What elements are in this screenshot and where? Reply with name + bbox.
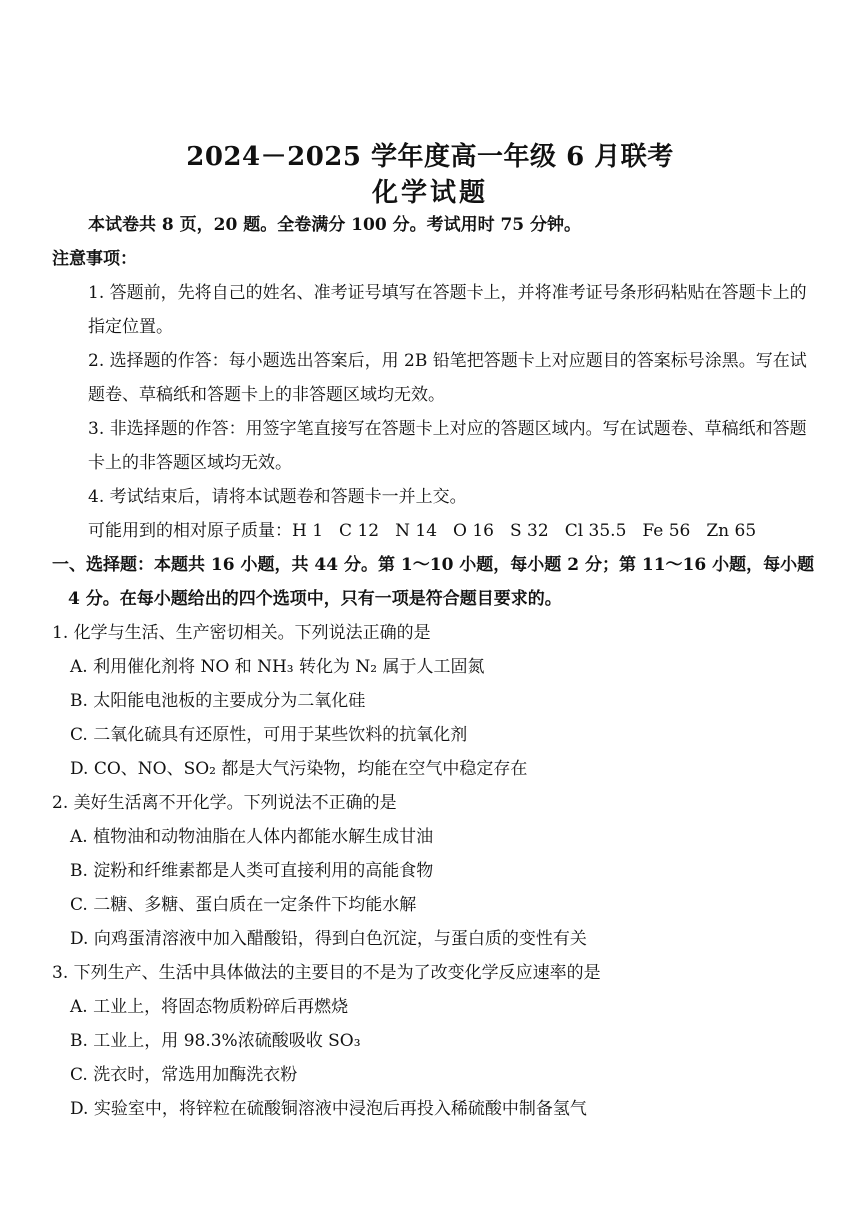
option-b: B. 太阳能电池板的主要成分为二氧化硅 — [70, 691, 366, 711]
question-3 — [52, 956, 822, 1126]
question-stem: 1. 化学与生活、生产密切相关。下列说法正确的是 — [52, 623, 431, 643]
atomic-mass-item: Zn 65 — [706, 521, 757, 541]
option-d: D. 向鸡蛋清溶液中加入醋酸铅，得到白色沉淀，与蛋白质的变性有关 — [70, 929, 587, 949]
atomic-mass-item: N 14 — [395, 521, 438, 541]
option-c: C. 二氧化硫具有还原性，可用于某些饮料的抗氧化剂 — [70, 725, 468, 745]
question-2 — [52, 786, 822, 956]
atomic-mass-item: S 32 — [510, 521, 549, 541]
notice-heading: 注意事项： — [52, 249, 137, 269]
atomic-mass-item: Fe 56 — [642, 521, 691, 541]
atomic-mass-label: 可能用到的相对原子质量： — [88, 521, 292, 541]
option-a: A. 利用催化剂将 NO 和 NH₃ 转化为 N₂ 属于人工固氮 — [70, 657, 485, 677]
option-c: C. 二糖、多糖、蛋白质在一定条件下均能水解 — [70, 895, 417, 915]
atomic-mass-item: Cl 35.5 — [564, 521, 627, 541]
option-b: B. 工业上，用 98.3%浓硫酸吸收 SO₃ — [70, 1031, 361, 1051]
notice-item: 4. 考试结束后，请将本试题卷和答题卡一并上交。 — [88, 487, 467, 507]
question-1 — [52, 616, 822, 786]
section-heading: 一、选择题：本题共 16 小题，共 44 分。第 1～10 小题，每小题 2 分；第 11～16 小题，每小题 4 分。在每小题给出的四个选项中，只有一项是符合题目要求的。 — [52, 555, 815, 609]
exam-content — [52, 208, 822, 1126]
notice-item: 3. 非选择题的作答：用签字笔直接写在答题卡上对应的答题区域内。写在试题卷、草稿纸和答题卡上的非答题区域均无效。 — [88, 419, 807, 473]
option-b: B. 淀粉和纤维素都是人类可直接利用的高能食物 — [70, 861, 434, 881]
option-d: D. CO、NO、SO₂ 都是大气污染物，均能在空气中稳定存在 — [70, 759, 528, 779]
option-d: D. 实验室中，将锌粒在硫酸铜溶液中浸泡后再投入稀硫酸中制备氢气 — [70, 1099, 587, 1119]
question-stem: 3. 下列生产、生活中具体做法的主要目的不是为了改变化学反应速率的是 — [52, 963, 601, 983]
notice-item: 1. 答题前，先将自己的姓名、准考证号填写在答题卡上，并将准考证号条形码粘贴在答题卡上的指定位置。 — [88, 283, 807, 337]
exam-summary: 本试卷共 8 页，20 题。全卷满分 100 分。考试用时 75 分钟。 — [88, 215, 582, 235]
option-c: C. 洗衣时，常选用加酶洗衣粉 — [70, 1065, 298, 1085]
atomic-mass-item: H 1 — [292, 521, 324, 541]
question-stem: 2. 美好生活离不开化学。下列说法不正确的是 — [52, 793, 397, 813]
atomic-mass-item: O 16 — [453, 521, 494, 541]
atomic-mass-item: C 12 — [339, 521, 380, 541]
exam-title: 2024－2025 学年度高一年级 6 月联考 — [186, 142, 674, 172]
atomic-mass-line — [52, 514, 822, 548]
notice-item: 2. 选择题的作答：每小题选出答案后，用 2B 铅笔把答题卡上对应题目的答案标号涂黑。写在试题卷、草稿纸和答题卡上的非答题区域均无效。 — [88, 351, 807, 405]
exam-subject-title: 化学试题 — [371, 178, 488, 208]
option-a: A. 植物油和动物油脂在人体内都能水解生成甘油 — [70, 827, 434, 847]
option-a: A. 工业上，将固态物质粉碎后再燃烧 — [70, 997, 349, 1017]
